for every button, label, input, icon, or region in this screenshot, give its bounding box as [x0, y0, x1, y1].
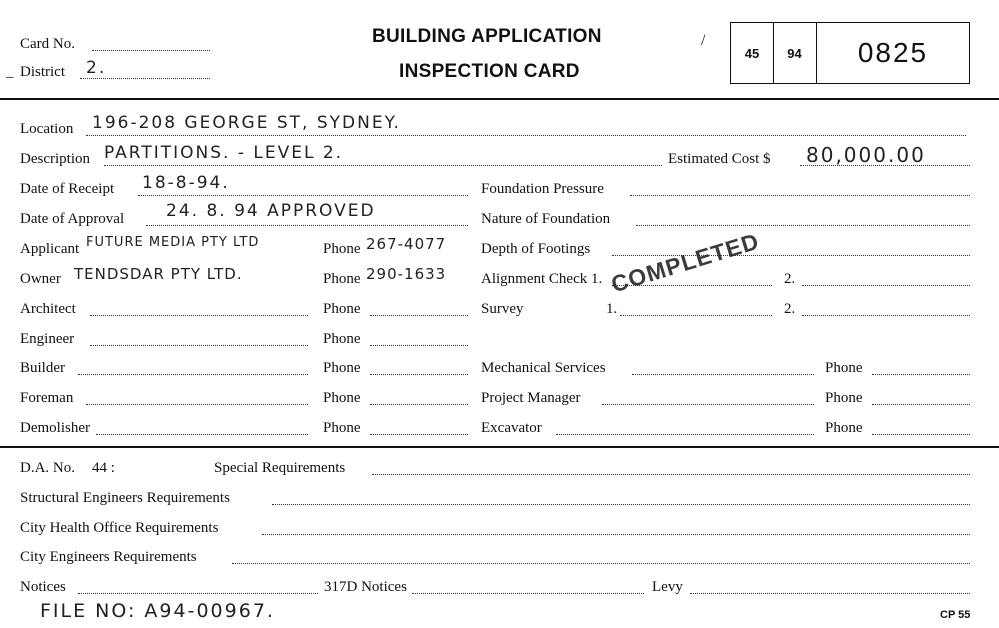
levy-label: Levy — [652, 579, 683, 595]
tick-mark: / — [701, 32, 706, 49]
engineer-phone-line[interactable] — [370, 345, 468, 346]
form-subtitle: INSPECTION CARD — [399, 61, 580, 82]
da-no-label: D.A. No. — [20, 460, 75, 476]
mechanical-services-line[interactable] — [632, 374, 814, 375]
card-box-b: 94 — [773, 23, 817, 83]
architect-label: Architect — [20, 301, 76, 317]
date-receipt-label: Date of Receipt — [20, 181, 115, 197]
owner-phone-value: 290-1633 — [366, 265, 447, 283]
description-line[interactable] — [104, 165, 662, 166]
applicant-phone-label: Phone — [323, 241, 361, 257]
card-no-line[interactable] — [92, 50, 210, 51]
mechanical-phone-label: Phone — [825, 360, 863, 376]
project-manager-phone-label: Phone — [825, 390, 863, 406]
levy-line[interactable] — [690, 593, 970, 594]
location-value: 196-208 GEORGE ST, SYDNEY. — [92, 113, 401, 133]
health-requirements-line[interactable] — [262, 534, 970, 535]
foreman-phone-line[interactable] — [370, 404, 468, 405]
district-label: District — [20, 64, 65, 80]
card-no-label: Card No. — [20, 36, 75, 52]
architect-phone-label: Phone — [323, 301, 361, 317]
demolisher-phone-line[interactable] — [370, 434, 468, 435]
special-requirements-line[interactable] — [372, 474, 970, 475]
date-receipt-value: 18-8-94. — [142, 173, 230, 193]
engineer-line[interactable] — [90, 345, 308, 346]
description-label: Description — [20, 151, 90, 167]
excavator-label: Excavator — [481, 420, 542, 436]
engineer-phone-label: Phone — [323, 331, 361, 347]
demolisher-line[interactable] — [96, 434, 308, 435]
structural-requirements-line[interactable] — [272, 504, 970, 505]
notices-label: Notices — [20, 579, 66, 595]
excavator-phone-line[interactable] — [872, 434, 970, 435]
builder-line[interactable] — [78, 374, 308, 375]
district-dash: _ — [6, 64, 14, 80]
card-box-a: 45 — [731, 23, 774, 83]
survey-2-label: 2. — [784, 301, 796, 317]
builder-phone-label: Phone — [323, 360, 361, 376]
da-no-value: 44 : — [92, 460, 115, 476]
depth-footings-label: Depth of Footings — [481, 241, 591, 257]
survey-1-label: 1. — [606, 301, 618, 317]
district-line[interactable] — [80, 78, 210, 79]
card-number: 0825 — [857, 37, 929, 68]
excavator-phone-label: Phone — [825, 420, 863, 436]
date-receipt-line[interactable] — [138, 195, 468, 196]
excavator-line[interactable] — [556, 434, 814, 435]
description-value: PARTITIONS. - LEVEL 2. — [104, 143, 344, 163]
date-approval-line[interactable] — [146, 225, 468, 226]
nature-foundation-line[interactable] — [636, 225, 970, 226]
foreman-line[interactable] — [86, 404, 308, 405]
city-engineers-label: City Engineers Requirements — [20, 549, 197, 565]
applicant-phone-value: 267-4077 — [366, 235, 447, 253]
foundation-pressure-line[interactable] — [630, 195, 970, 196]
district-value: 2. — [86, 58, 107, 78]
structural-requirements-label: Structural Engineers Requirements — [20, 490, 230, 506]
owner-phone-label: Phone — [323, 271, 361, 287]
requirements-divider — [0, 446, 999, 448]
builder-phone-line[interactable] — [370, 374, 468, 375]
notices-317d-line[interactable] — [412, 593, 644, 594]
completed-stamp: COMPLETED — [608, 227, 763, 298]
mechanical-services-label: Mechanical Services — [481, 360, 606, 376]
survey-1-line[interactable] — [620, 315, 772, 316]
project-manager-line[interactable] — [602, 404, 814, 405]
applicant-label: Applicant — [20, 241, 80, 257]
health-requirements-label: City Health Office Requirements — [20, 520, 219, 536]
city-engineers-line[interactable] — [232, 563, 970, 564]
nature-foundation-label: Nature of Foundation — [481, 211, 611, 227]
date-approval-value: 24. 8. 94 APPROVED — [166, 201, 376, 221]
demolisher-label: Demolisher — [20, 420, 90, 436]
alignment-check-2-label: 2. — [784, 271, 796, 287]
alignment-check-2-line[interactable] — [802, 285, 970, 286]
form-title: BUILDING APPLICATION — [372, 26, 602, 47]
foreman-label: Foreman — [20, 390, 74, 406]
mechanical-phone-line[interactable] — [872, 374, 970, 375]
special-requirements-label: Special Requirements — [214, 460, 346, 476]
card-number-box — [730, 22, 970, 84]
applicant-value: FUTURE MEDIA PTY LTD — [86, 235, 260, 250]
location-label: Location — [20, 121, 74, 137]
form-code: CP 55 — [940, 609, 971, 621]
date-approval-label: Date of Approval — [20, 211, 125, 227]
location-line[interactable] — [86, 135, 966, 136]
owner-value: TENDSDAR PTY LTD. — [74, 265, 243, 283]
header-divider — [0, 98, 999, 100]
file-number: FILE NO: A94-00967. — [40, 600, 275, 622]
builder-label: Builder — [20, 360, 65, 376]
demolisher-phone-label: Phone — [323, 420, 361, 436]
architect-line[interactable] — [90, 315, 308, 316]
notices-317d-label: 317D Notices — [324, 579, 407, 595]
project-manager-phone-line[interactable] — [872, 404, 970, 405]
project-manager-label: Project Manager — [481, 390, 581, 406]
alignment-check-label: Alignment Check 1. — [481, 271, 603, 287]
survey-label: Survey — [481, 301, 524, 317]
notices-line[interactable] — [78, 593, 318, 594]
estimated-cost-label: Estimated Cost $ — [668, 151, 771, 167]
estimated-cost-value: 80,000.00 — [806, 143, 926, 167]
owner-label: Owner — [20, 271, 61, 287]
foreman-phone-label: Phone — [323, 390, 361, 406]
engineer-label: Engineer — [20, 331, 75, 347]
architect-phone-line[interactable] — [370, 315, 468, 316]
foundation-pressure-label: Foundation Pressure — [481, 181, 604, 197]
survey-2-line[interactable] — [802, 315, 970, 316]
